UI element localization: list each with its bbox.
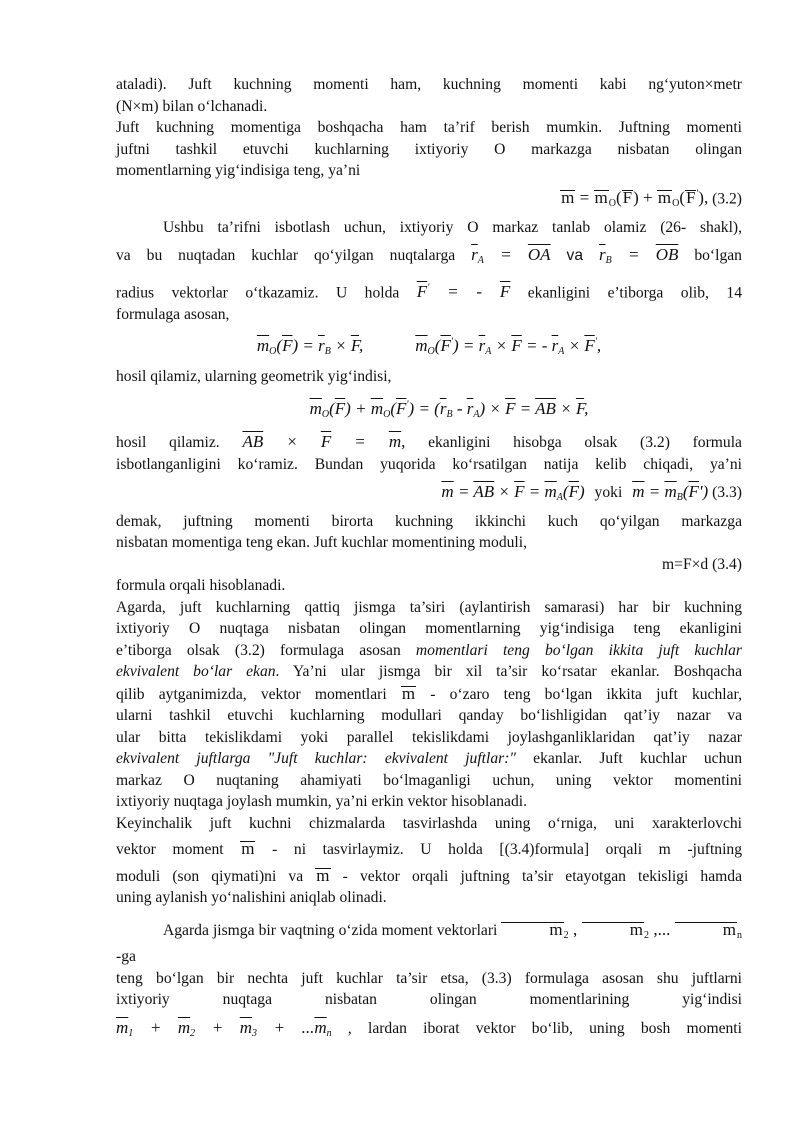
paragraph-text: - vektor orqali juftning ta’sir etayotgan tekisligi hamda xyxy=(342,867,742,885)
paragraph-line xyxy=(116,278,742,304)
equation-inline: m xyxy=(241,839,255,859)
paragraph-line: Agarda, juft kuchlarning qattiq jismga ta’siri (aylantirish samarasi) har bir kuchning xyxy=(116,598,742,616)
paragraph-text: qilib aytganimizda, vektor momentlari xyxy=(116,685,387,703)
equation-inline: $\overline{r}_B = \overline{OB}$ xyxy=(598,245,679,267)
equation-inline: m xyxy=(401,683,416,703)
paragraph-line: teng bo‘lgan bir nechta juft kuchlar ta’sir etsa, (3.3) formulaga asosan shu juftlarni xyxy=(116,969,742,987)
equation-formula: $\overline{m}_O(\overline{F}) = \overline{r}_B \times \overline{F}$, $\overline{m}_O(\overline{F}') = \overline{r}_A \times \overline{F}$ = - $\overline{r}_A \times \overline{F}'$, xyxy=(256,335,602,357)
paragraph-line xyxy=(116,640,742,662)
paragraph-line xyxy=(116,838,742,861)
equation-3-2 xyxy=(116,184,742,215)
paragraph-line: hosil qilamiz, ularning geometrik yig‘indisi, xyxy=(116,368,392,386)
paragraph-line: formulaga asosan, xyxy=(116,305,230,323)
equation-formula: $\overline{m} = \overline{AB} \times \overline{F} = \overline{m}_A(\overline{F})$ xyxy=(441,482,585,504)
equation-inline: $\overline{F}'$ = - $\overline{F}$ xyxy=(416,282,511,302)
paragraph-line xyxy=(116,748,742,770)
paragraph-text: ekanligini e’tiborga olib, 14 xyxy=(527,284,742,302)
paragraph-text: ekanligini hisobga olsak (3.2) formula xyxy=(428,434,742,452)
equation-formula: $m = m_O(F) + m_O(F')$, xyxy=(561,188,709,210)
paragraph-line xyxy=(116,865,742,888)
paragraph-line: uning aylanish yo‘nalishini aniqlab olinadi. xyxy=(116,889,387,907)
paragraph-line: juftni tashkil etuvchi kuchlarning ixtiyoriy O markazga nisbatan olingan xyxy=(116,140,742,158)
paragraph-line: ixtiyoriy O nuqtaga nisbatan olingan momentlarning yig‘indisiga teng ekanligini xyxy=(116,620,742,638)
equation-formula: $\overline{m} = \overline{m}_B(\overline{F}')$ xyxy=(632,482,709,504)
equation-formula: $\overline{m}_O(\overline{F}) + \overline{m}_O(\overline{F}') = (\overline{r}_B - \overline{r}_A) \times \overline{F} = \overline{AB} \times \overline{F}$, xyxy=(309,398,589,420)
equation-inline: $\overline{r}_A = \overline{OA}$ xyxy=(471,245,551,267)
paragraph-text: va xyxy=(566,247,583,265)
paragraph-line: ular bitta tekislikdami yoki parallel tekislikdami joylashganliklaridan qat’iy nazar xyxy=(116,728,742,746)
paragraph-text: . Ya’ni ular jismga bir xil ta’sir ko‘rsatar ekanlar. Boshqacha xyxy=(275,663,742,681)
equation-3-4: m=F×d (3.4) xyxy=(662,555,742,573)
equation-connector: yoki xyxy=(594,484,623,502)
paragraph-line: (N×m) bilan o‘lchanadi. xyxy=(116,97,268,115)
equation-3-3 xyxy=(116,481,742,509)
equation-number: (3.3) xyxy=(712,484,742,502)
equation-inline: $\overline{AB} \times \overline{F} = \overline{m}$, xyxy=(242,432,406,452)
paragraph-text: va bu nuqtadan kuchlar qo‘yilgan nuqtalarga xyxy=(116,247,456,265)
paragraph-line xyxy=(116,431,742,454)
paragraph-line xyxy=(116,919,742,968)
paragraph-line: Juft kuchning momentiga boshqacha ham ta’rif berish mumkin. Juftning momenti xyxy=(116,119,742,136)
equation-inline: $\overline{m}_1 + \overline{m}_2 + \overline{m}_3 + ...\overline{m}_n$ xyxy=(116,1017,332,1039)
paragraph-line xyxy=(116,244,742,272)
equation-sum xyxy=(116,394,742,425)
paragraph-text: radius vektorlar o‘tkazamiz. U holda xyxy=(116,284,400,302)
document-page xyxy=(116,74,742,1044)
paragraph-text: ekanlar. Juft kuchlar uchun xyxy=(515,750,742,768)
equation-number: (3.2) xyxy=(712,190,742,208)
paragraph-text: bo‘lgan xyxy=(694,247,742,265)
equation-inline: m xyxy=(316,865,330,885)
paragraph-line xyxy=(116,683,742,706)
paragraph-line: markaz O nuqtaning ahamiyati bo‘lmaganligi uchun, uning vektor momentini xyxy=(116,771,742,789)
paragraph-line: ixtiyoriy nuqtaga joylash mumkin, ya’ni erkin vektor hisoblanadi. xyxy=(116,793,527,811)
paragraph-line: momentlarning yig‘indisiga teng, ya’ni xyxy=(116,162,361,179)
paragraph-line: isbotlanganligini ko‘ramiz. Bundan yuqorida ko‘rsatilgan natija kelib chiqadi, ya’ni xyxy=(116,455,742,473)
paragraph-line: Ushbu ta’rifni isbotlash uchun, ixtiyoriy O markaz tanlab olamiz (26- shakl), xyxy=(163,218,742,236)
paragraph-text: , lardan iborat vektor bo‘lib, uning bosh momenti xyxy=(347,1019,742,1037)
paragraph-line: nisbatan momentiga teng ekan. Juft kuchlar momentining moduli, xyxy=(116,534,527,552)
paragraph-text: Agarda jismga bir vaqtning o‘zida moment vektorlari xyxy=(163,921,498,939)
paragraph-text: - ni tasvirlaymiz. U holda [(3.4)formula] orqali m -juftning xyxy=(272,841,743,859)
emphasis-text: ekvivalent juftlarga "Juft kuchlar: ekvivalent juftlar:" xyxy=(116,750,516,768)
emphasis-text: ekvivalent bo‘lar ekan xyxy=(116,663,276,681)
paragraph-line: Keyinchalik juft kuchni chizmalarda tasvirlashda uning o‘rniga, uni xarakterlovchi xyxy=(116,814,742,832)
paragraph-line: ularni tashkil etuvchi kuchlarning modullari qanday bo‘lishligidan qat’iy nazar va xyxy=(116,707,742,725)
paragraph-text: e’tiborga olsak (3.2) formulaga asosan xyxy=(116,641,401,659)
paragraph-text: - o‘zaro teng bo‘lgan ikkita juft kuchlar, xyxy=(430,685,742,703)
paragraph-line: demak, juftning momenti birorta kuchning ikkinchi kuch qo‘yilgan markazga xyxy=(116,512,742,530)
emphasis-text: momentlari teng bo‘lgan ikkita juft kuchlar xyxy=(415,641,742,659)
paragraph-line: formula orqali hisoblanadi. xyxy=(116,577,286,595)
equation-inline: $m_2$ , $m_2$ ,... $m_n$ xyxy=(501,920,742,939)
paragraph-text: vektor moment xyxy=(116,841,224,859)
paragraph-line xyxy=(116,1017,742,1045)
paragraph-line xyxy=(116,661,742,683)
paragraph-text: moduli (son qiymati)ni va xyxy=(116,867,304,885)
paragraph-text: hosil qilamiz. xyxy=(116,434,220,452)
equation-moments xyxy=(116,331,742,362)
paragraph-line: ataladi). Juft kuchning momenti ham, kuchning momenti kabi ng‘yuton×metr xyxy=(116,76,742,93)
paragraph-line: ixtiyoriy nuqtaga nisbatan olingan momentlarining yig‘indisi xyxy=(116,991,742,1009)
paragraph-text: -ga xyxy=(116,948,136,966)
